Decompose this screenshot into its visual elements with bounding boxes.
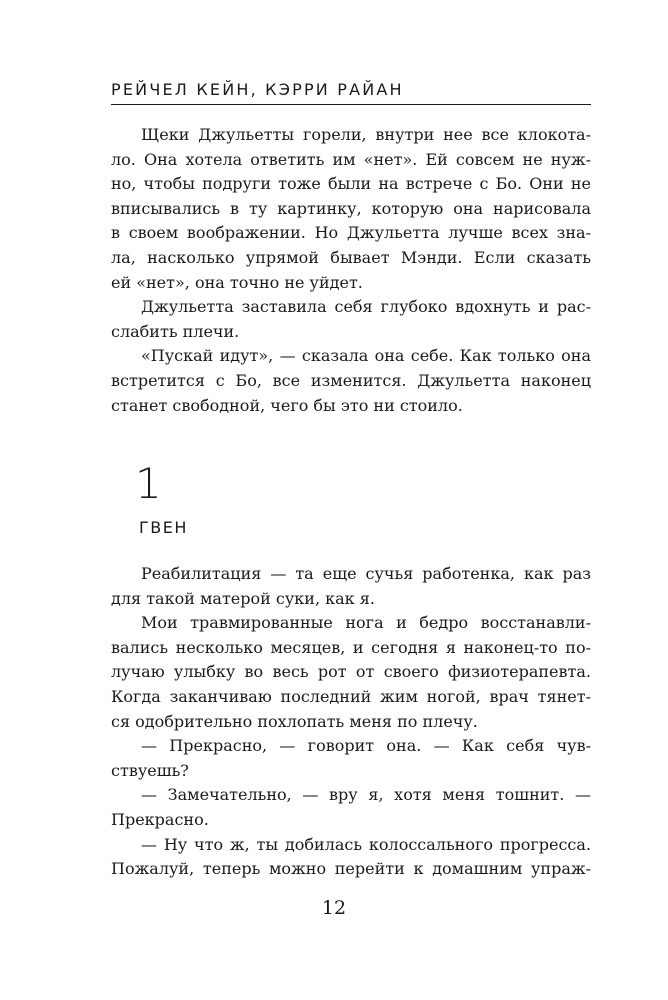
text-line: станет свободной, чего бы это ни стоило.: [111, 395, 463, 415]
text-line: вписывались в ту картинку, которую она нарисовала: [111, 198, 591, 218]
page-number: 12: [321, 897, 347, 919]
text-block-previous-section: [111, 123, 591, 418]
text-line: — Ну что ж, ты добилась колоссального прогресса.: [141, 834, 591, 854]
text-line: Реабилитация — та еще сучья работенка, как раз: [141, 564, 591, 583]
text-line: ствуешь?: [111, 760, 189, 780]
text-block-chapter-one: [111, 562, 591, 882]
text-line: ся одобрительно похлопать меня по плечу.: [111, 711, 478, 731]
chapter-title: ГВЕН: [139, 518, 188, 537]
running-head: РЕЙЧЕЛ КЕЙН, КЭРРИ РАЙАН: [111, 80, 404, 99]
text-line: Щеки Джульетты горели, внутри нее все клокота-: [141, 125, 591, 144]
chapter-number: 1: [135, 459, 162, 508]
text-line: ло. Она хотела ответить им «нет». Ей совсем не нуж-: [111, 149, 591, 169]
text-line: но, чтобы подруги тоже были на встрече с Бо. Они не: [111, 174, 591, 194]
text-line: Прекрасно.: [111, 809, 209, 829]
text-line: Пожалуй, теперь можно перейти к домашним упраж-: [111, 859, 591, 879]
text-line: Джульетта заставила себя глубоко вдохнуть и рас-: [141, 297, 591, 317]
text-line: — Прекрасно, — говорит она. — Как себя чув-: [141, 736, 591, 756]
text-line: — Замечательно, — вру я, хотя меня тошнит. —: [141, 785, 591, 805]
text-line: ла, насколько упрямой бывает Мэнди. Если сказать: [111, 247, 591, 267]
text-line: Когда заканчиваю последний жим ногой, врач тянет-: [111, 686, 591, 706]
header-rule: [111, 104, 591, 105]
text-line: вались несколько месяцев, и сегодня я наконец-то по-: [111, 637, 591, 657]
text-line: Мои травмированные нога и бедро восстанавли-: [141, 613, 591, 633]
text-line: в своем воображении. Но Джульетта лучше всех зна-: [111, 223, 591, 243]
text-line: лучаю улыбку во весь рот от своего физиотерапевта.: [111, 662, 591, 682]
text-line: встретится с Бо, все изменится. Джульетта наконец: [111, 370, 591, 390]
text-line: «Пускай идут», — сказала она себе. Как только она: [141, 346, 591, 366]
text-line: ей «нет», она точно не уйдет.: [111, 272, 363, 292]
text-line: слабить плечи.: [111, 321, 240, 341]
text-line: для такой матерой суки, как я.: [111, 588, 375, 608]
